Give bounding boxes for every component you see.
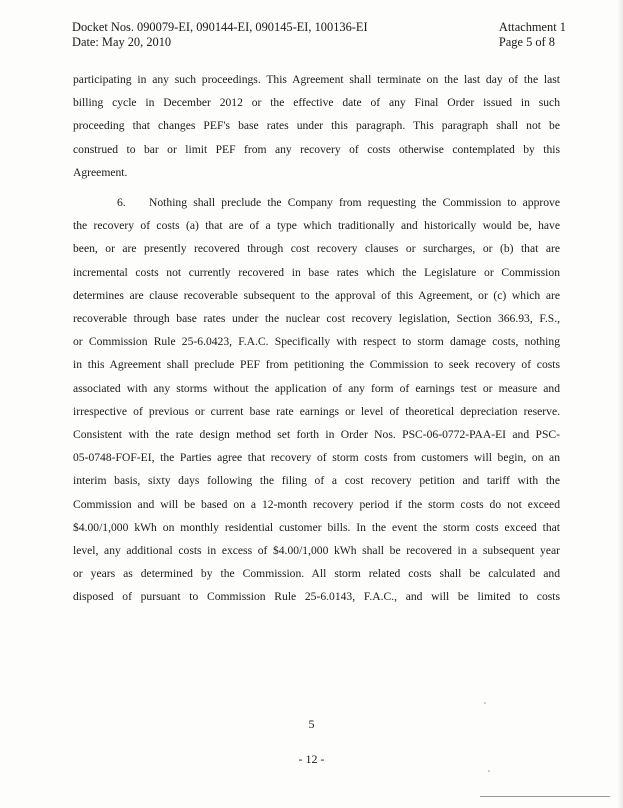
body-line: Consistent with the rate design method set forth in Order Nos. PSC-06-0772-PAA-EI and PSC- bbox=[73, 428, 560, 442]
body-line: in this Agreement shall preclude PEF from petitioning the Commission to seek recovery of costs bbox=[73, 358, 560, 372]
paragraph-number: 6. bbox=[117, 196, 126, 210]
scan-speck bbox=[488, 770, 490, 772]
header-right bbox=[499, 20, 566, 50]
body-line: recoverable through base rates under the nuclear cost recovery legislation, Section 366.93, F.S., bbox=[73, 312, 560, 326]
body-line: billing cycle in December 2012 or the effective date of any Final Order issued in such bbox=[73, 96, 560, 110]
body-line: irrespective of previous or current base rate earnings or level of theoretical depreciation reserve. bbox=[73, 404, 560, 418]
body-line: determines are clause recoverable subsequent to the approval of this Agreement, or (c) which are bbox=[73, 288, 560, 302]
body-line: level, any additional costs in excess of $4.00/1,000 kWh shall be recovered in a subsequent year bbox=[73, 544, 560, 558]
body-line: 05-0748-FOF-EI, the Parties agree that recovery of storm costs from customers will begin, on an bbox=[73, 451, 560, 465]
body-line: been, or are presently recovered through cost recovery clauses or surcharges, or (b) that are bbox=[73, 242, 560, 256]
body-line: incremental costs not currently recovered in base rates which the Legislature or Commission bbox=[73, 265, 560, 279]
body-line: Commission and will be based on a 12-month recovery period if the storm costs do not exceed bbox=[73, 497, 560, 511]
document-page-number: - 12 - bbox=[298, 752, 325, 766]
body-line: disposed of pursuant to Commission Rule 25-6.0143, F.A.C., and will be limited to costs bbox=[73, 590, 560, 604]
body-line: associated with any storms without the application of any form of earnings test or measure and bbox=[73, 381, 560, 395]
body-line: interim basis, sixty days following the filing of a cost recovery petition and tariff with the bbox=[73, 474, 560, 488]
body-line: construed to bar or limit PEF from any recovery of costs otherwise contemplated by this bbox=[73, 142, 560, 156]
body-line: proceeding that changes PEF's base rates under this paragraph. This paragraph shall not be bbox=[73, 119, 560, 133]
page-number: 5 bbox=[308, 717, 315, 731]
scan-speck bbox=[484, 702, 486, 704]
header-left bbox=[72, 20, 368, 50]
body-line: $4.00/1,000 kWh on monthly residential customer bills. In the event the storm costs exceed that bbox=[73, 520, 560, 534]
body-line: or years as determined by the Commission. All storm related costs shall be calculated and bbox=[73, 567, 560, 581]
docket-numbers: Docket Nos. 090079-EI, 090144-EI, 090145-EI, 100136-EI bbox=[72, 20, 368, 34]
body-line: Agreement. bbox=[73, 165, 128, 179]
scan-edge-line bbox=[480, 796, 610, 797]
body-line: the recovery of costs (a) that are of a type which traditionally and historically would be, have bbox=[73, 219, 560, 233]
attachment-label: Attachment 1 bbox=[498, 20, 566, 34]
scan-edge-shadow bbox=[617, 0, 623, 808]
body-line: or Commission Rule 25-6.0423, F.A.C. Specifically with respect to storm damage costs, nothing bbox=[73, 335, 560, 349]
page-of-label: Page 5 of 8 bbox=[498, 35, 555, 49]
document-date: Date: May 20, 2010 bbox=[72, 35, 172, 49]
body-line: participating in any such proceedings. This Agreement shall terminate on the last day of the last bbox=[73, 73, 560, 86]
paragraph-6-first-line bbox=[73, 191, 560, 214]
paragraph-gap bbox=[73, 184, 560, 191]
paragraph-6-opening: Nothing shall preclude the Company from requesting the Commission to approve bbox=[149, 196, 560, 210]
body-text bbox=[73, 68, 560, 609]
